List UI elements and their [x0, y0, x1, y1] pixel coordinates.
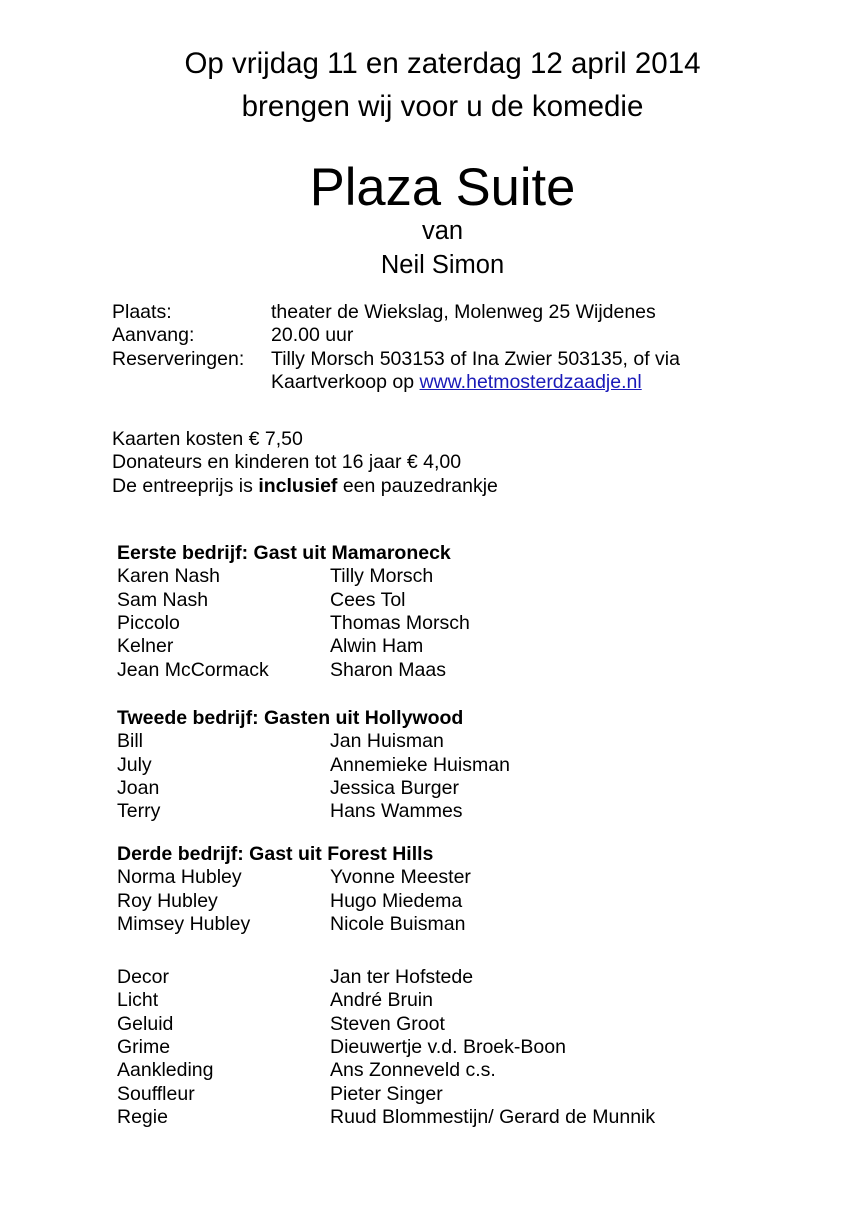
includes-prefix: De entreeprijs is: [112, 474, 259, 497]
cast-row: [117, 612, 817, 635]
crew-member: Ruud Blommestijn/ Gerard de Munnik: [330, 1105, 656, 1128]
crew-member: Steven Groot: [330, 1012, 445, 1035]
actor-name: Tilly Morsch: [330, 565, 434, 588]
crew-role: Souffleur: [117, 1082, 195, 1105]
actor-name: Yvonne Meester: [330, 866, 471, 889]
byline-van: van: [421, 217, 464, 245]
crew-member: Jan ter Hofstede: [330, 966, 474, 988]
info-row-reserveringen: [112, 348, 812, 371]
cast-row: [117, 800, 817, 823]
cast-row: [117, 589, 817, 612]
actor-name: Nicole Buisman: [330, 912, 466, 935]
crew-role: Grime: [117, 1035, 171, 1058]
role-name: Piccolo: [117, 611, 180, 634]
act-section-3: [117, 843, 817, 936]
crew-row: [117, 1036, 817, 1059]
byline: [112, 214, 773, 282]
crew-role: Geluid: [117, 1012, 174, 1035]
role-name: Kelner: [117, 635, 174, 658]
cast-row: [117, 635, 817, 658]
info-label-aanvang: Aanvang:: [112, 324, 195, 347]
info-row-plaats: [112, 301, 812, 324]
actor-name: Cees Tol: [330, 588, 406, 611]
crew-row: [117, 1083, 817, 1106]
act-section-1: [117, 542, 817, 682]
cast-row: [117, 777, 817, 800]
info-label-reserveringen: Reserveringen:: [112, 347, 245, 370]
role-name: Terry: [117, 800, 161, 823]
info-value-plaats: theater de Wiekslag, Molenweg 25 Wijdenes: [271, 301, 656, 323]
price-line-includes: [112, 475, 812, 498]
price-line-donors: Donateurs en kinderen tot 16 jaar € 4,00: [112, 451, 462, 474]
crew-row: [117, 1059, 817, 1082]
pricing: [112, 428, 812, 498]
info-row-aanvang: [112, 324, 812, 347]
crew-member: Ans Zonneveld c.s.: [330, 1059, 496, 1082]
info-label-plaats: Plaats:: [112, 301, 172, 323]
role-name: Mimsey Hubley: [117, 912, 251, 935]
cast-row: [117, 659, 817, 682]
cast-row: [117, 754, 817, 777]
crew-member: Dieuwertje v.d. Broek-Boon: [330, 1035, 566, 1058]
cast-row: [117, 565, 817, 588]
cast-row: [117, 866, 817, 889]
price-line-tickets: Kaarten kosten € 7,50: [112, 428, 303, 450]
cast-row: [117, 913, 817, 936]
crew-member: Pieter Singer: [330, 1082, 443, 1105]
role-name: Jean McCormack: [117, 658, 269, 681]
role-name: Sam Nash: [117, 588, 209, 611]
role-name: Bill: [117, 730, 144, 753]
info-label-empty: [112, 371, 271, 394]
crew-role: Aankleding: [117, 1059, 214, 1082]
cast-row: [117, 890, 817, 913]
info-row-reserveringen-continuation: [112, 371, 812, 394]
crew-row: [117, 966, 817, 989]
crew-role: Licht: [117, 989, 159, 1012]
includes-suffix: een pauzedrankje: [337, 474, 498, 497]
actor-name: Jessica Burger: [330, 776, 459, 799]
crew-role: Decor: [117, 966, 170, 988]
intro-line-2: brengen wij voor u de komedie: [241, 89, 644, 123]
info-value-aanvang: 20.00 uur: [271, 324, 354, 347]
act-section-2: [117, 707, 817, 824]
play-title: Plaza Suite: [309, 158, 576, 217]
crew-row: [117, 1106, 817, 1129]
role-name: July: [117, 753, 152, 776]
actor-name: Jan Huisman: [330, 730, 444, 753]
act-1-heading: Eerste bedrijf: Gast uit Mamaroneck: [117, 542, 451, 564]
ticket-website-link[interactable]: www.hetmosterdzaadje.nl: [419, 370, 642, 393]
actor-name: Sharon Maas: [330, 658, 446, 681]
info-value-reserveringen: Tilly Morsch 503153 of Ina Zwier 503135, of via: [271, 347, 680, 370]
crew-role: Regie: [117, 1105, 168, 1128]
role-name: Joan: [117, 776, 160, 799]
crew-member: André Bruin: [330, 989, 433, 1012]
actor-name: Thomas Morsch: [330, 611, 470, 634]
event-info: [112, 301, 812, 394]
info-value-kaartverkoop: [271, 371, 812, 394]
cast-row: [117, 730, 817, 753]
intro-heading: [112, 43, 773, 128]
role-name: Norma Hubley: [117, 866, 242, 889]
crew-section: [117, 966, 817, 1129]
kaartverkoop-prefix: Kaartverkoop op: [271, 370, 420, 393]
author-name: Neil Simon: [380, 251, 505, 279]
role-name: Roy Hubley: [117, 889, 218, 912]
crew-row: [117, 1013, 817, 1036]
actor-name: Hugo Miedema: [330, 889, 463, 912]
intro-line-1: Op vrijdag 11 en zaterdag 12 april 2014: [184, 47, 701, 80]
act-2-heading: Tweede bedrijf: Gasten uit Hollywood: [117, 707, 464, 729]
act-3-heading: Derde bedrijf: Gast uit Forest Hills: [117, 843, 434, 865]
actor-name: Annemieke Huisman: [330, 753, 510, 776]
actor-name: Hans Wammes: [330, 800, 463, 823]
crew-row: [117, 989, 817, 1012]
inclusief-bold: inclusief: [258, 474, 338, 497]
actor-name: Alwin Ham: [330, 635, 424, 658]
role-name: Karen Nash: [117, 565, 220, 588]
